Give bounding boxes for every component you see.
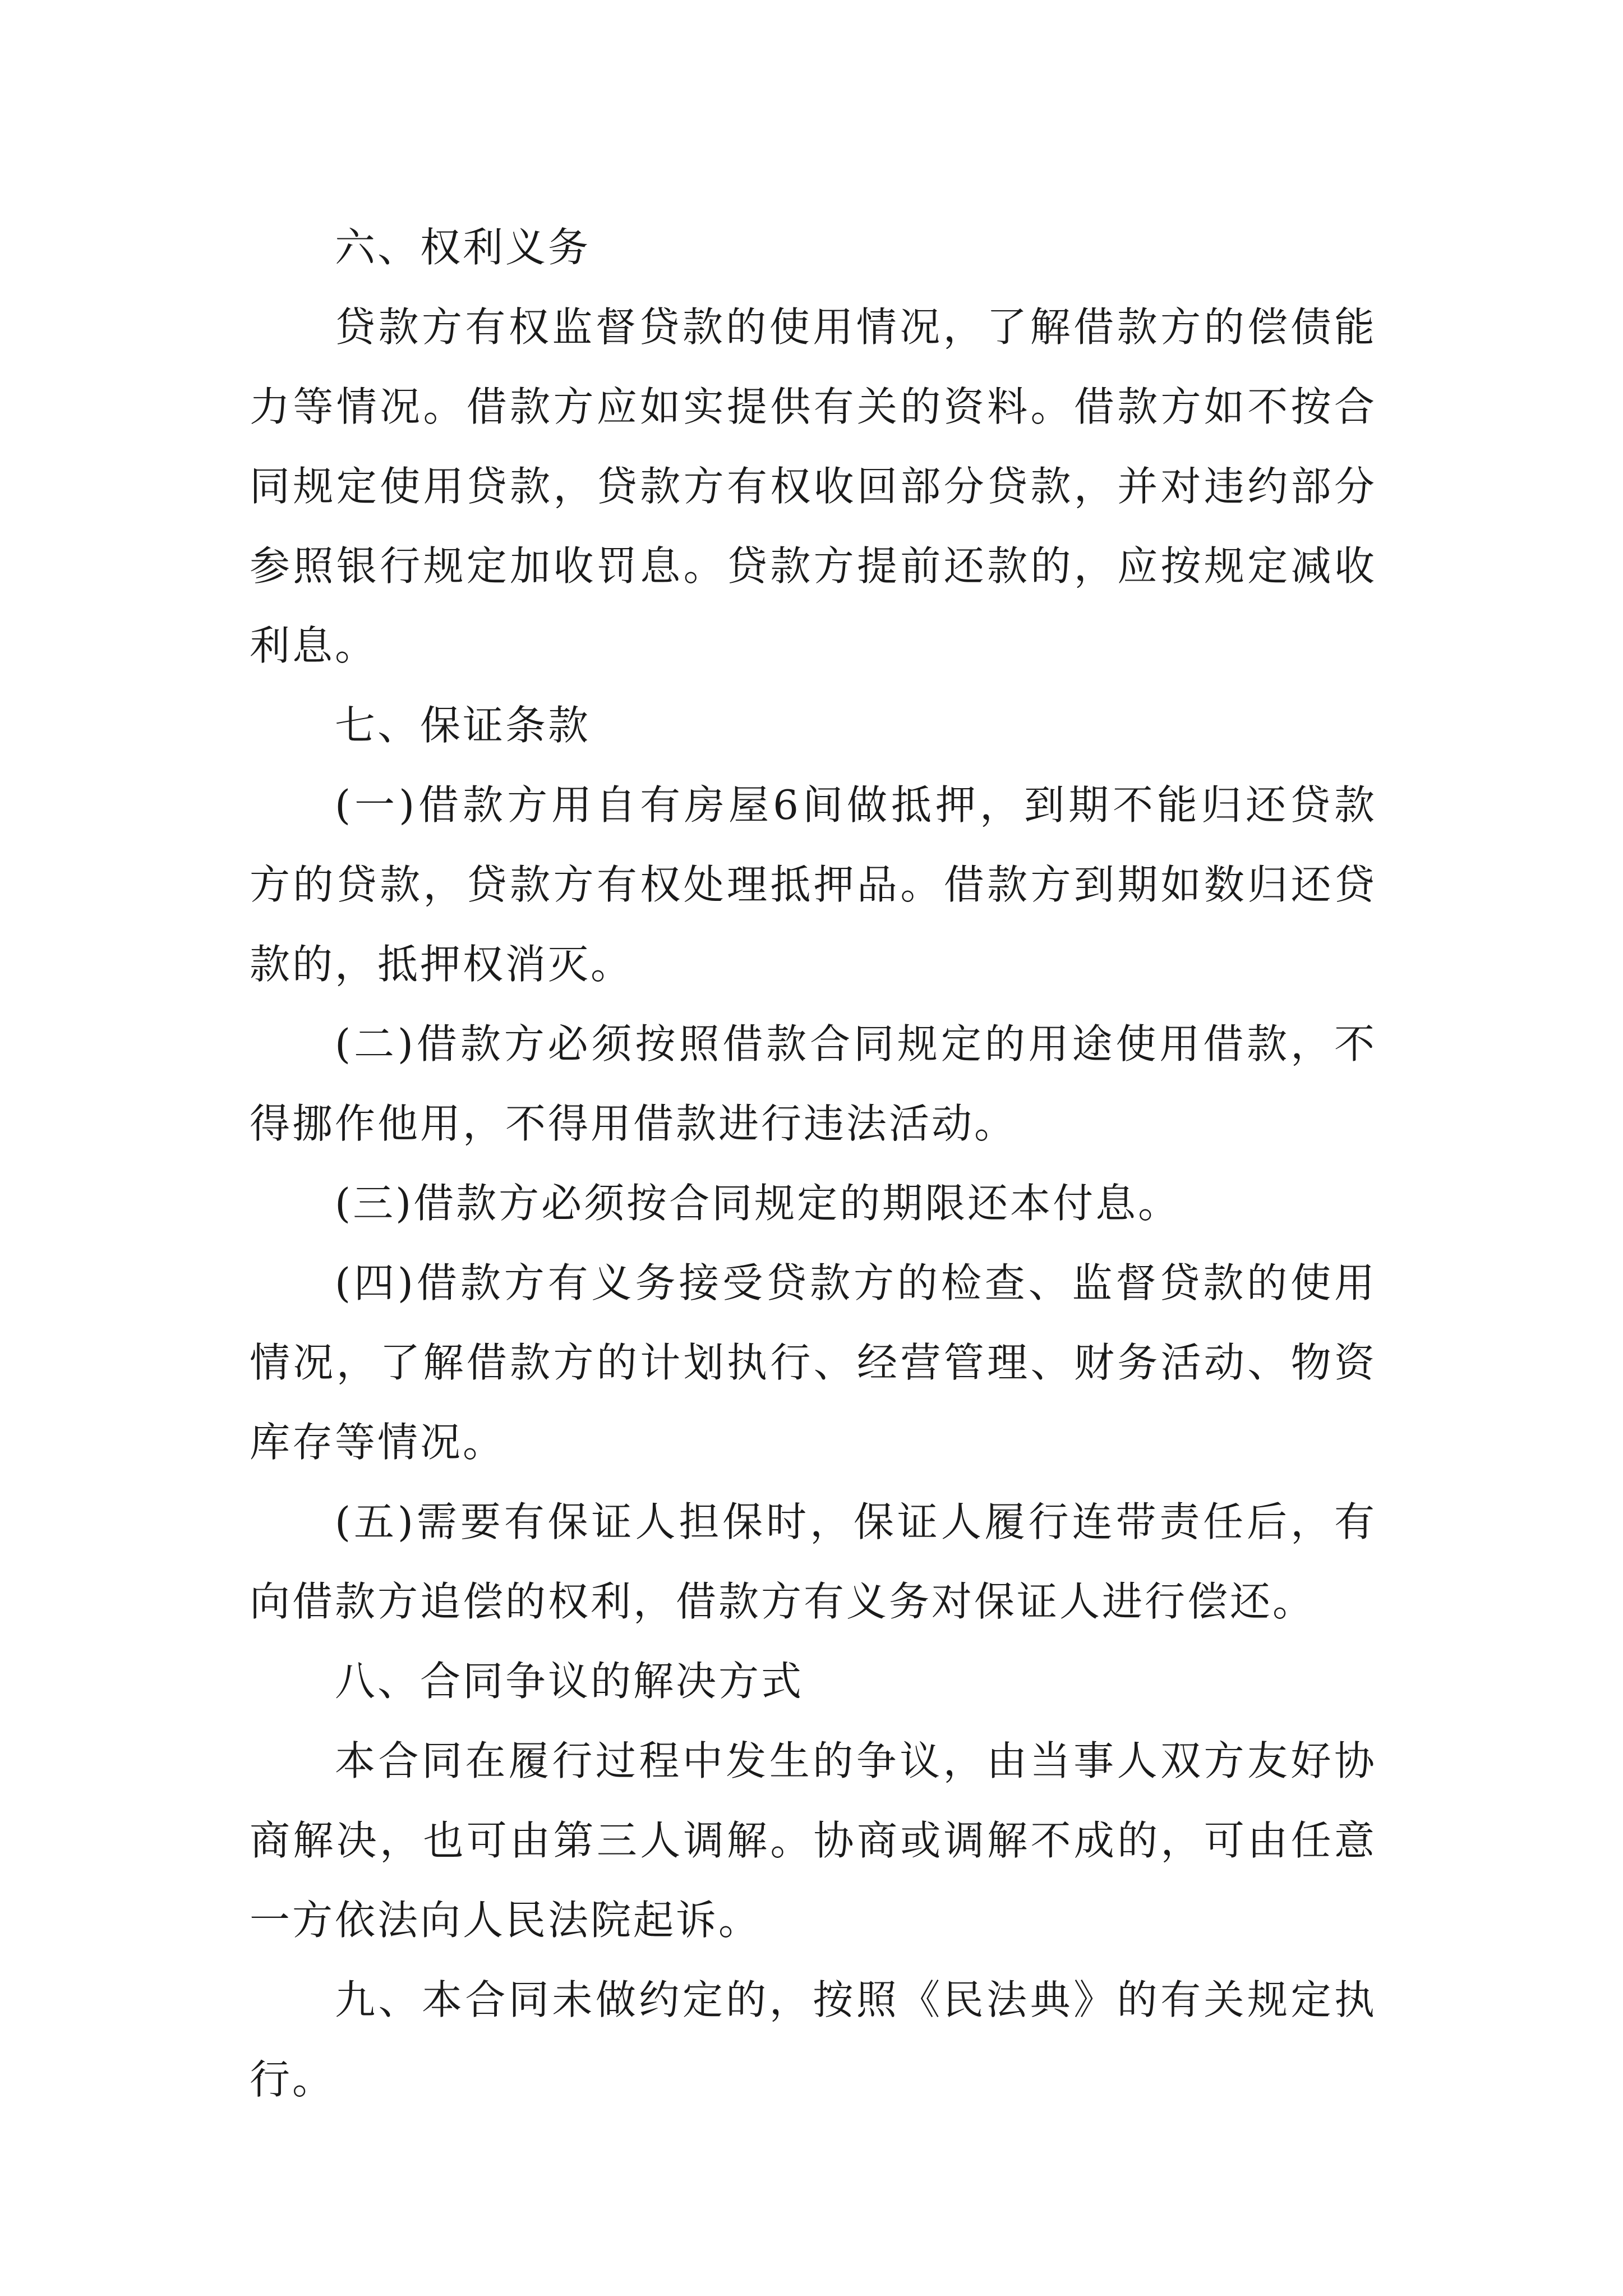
section-heading-dispute-resolution: 八、合同争议的解决方式 [335,1658,804,1705]
section-nine-clause: 九、本合同未做约定的，按照《民法典》的有关规定执行。 [250,1976,1377,2103]
section-heading-rights-obligations: 六、权利义务 [335,224,591,271]
paragraph-rights-obligations: 贷款方有权监督贷款的使用情况，了解借款方的偿债能力等情况。借款方应如实提供有关的资料。借款方如不按合同规定使用贷款，贷款方有权收回部分贷款，并对违约部分参照银行规定加收罚息。贷款方提前还款的，应按规定减收利息。 [250,303,1377,669]
section-heading-guarantee-terms: 七、保证条款 [335,702,591,749]
guarantee-clause-5: (五)需要有保证人担保时，保证人履行连带责任后，有向借款方追偿的权利，借款方有义务对保证人进行偿还。 [250,1498,1377,1625]
document-body [250,208,1377,2119]
paragraph-dispute-resolution: 本合同在履行过程中发生的争议，由当事人双方友好协商解决，也可由第三人调解。协商或调解不成的，可由任意一方依法向人民法院起诉。 [250,1737,1377,1944]
guarantee-clause-1: (一)借款方用自有房屋6间做抵押，到期不能归还贷款方的贷款，贷款方有权处理抵押品。借款方到期如数归还贷款的，抵押权消灭。 [250,781,1377,988]
guarantee-clause-3: (三)借款方必须按合同规定的期限还本付息。 [335,1180,1181,1227]
guarantee-clause-4: (四)借款方有义务接受贷款方的检查、监督贷款的使用情况，了解借款方的计划执行、经营管理、财务活动、物资库存等情况。 [250,1259,1377,1466]
guarantee-clause-2: (二)借款方必须按照借款合同规定的用途使用借款，不得挪作他用，不得用借款进行违法活动。 [250,1020,1377,1147]
